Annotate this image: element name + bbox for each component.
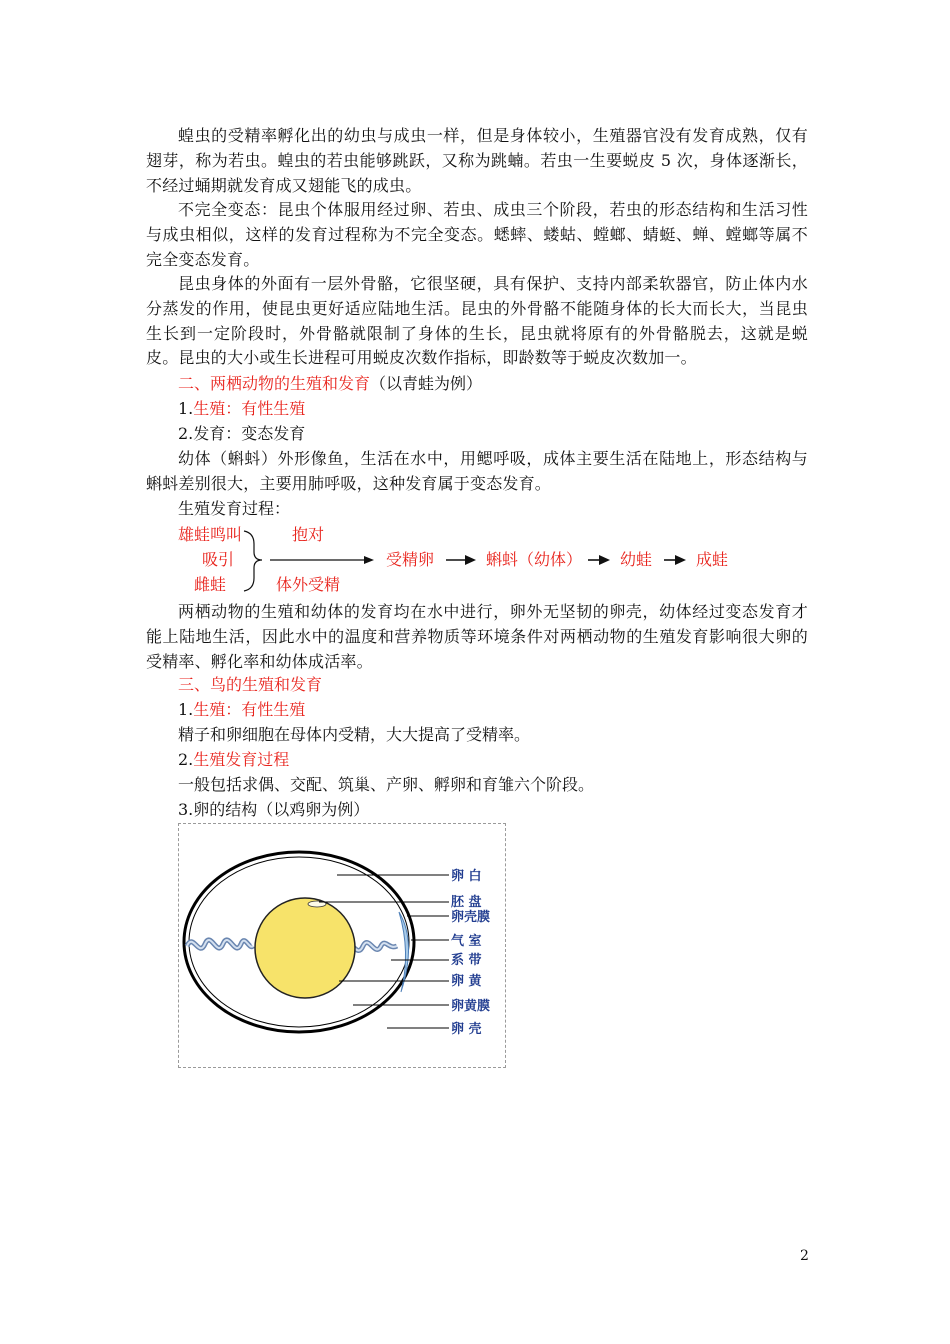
flow-froglet: 幼蛙 — [620, 550, 653, 569]
section3-item2-desc: 一般包括求偶、交配、筑巢、产卵、孵卵和育雏六个阶段。 — [178, 775, 595, 794]
egg-label: 胚 盘 — [451, 895, 482, 910]
section3-item1 — [178, 698, 305, 722]
paragraph-incomplete-metamorphosis: 不完全变态：昆虫个体服用经过卵、若虫、成虫三个阶段，若虫的形态结构和生活习性与成虫相似，这样的发育过程称为不完全变态。蟋蟀、蝼蛄、螳螂、蜻蜓、蝉、螳螂等属不完全变态发育。 — [146, 200, 808, 269]
arrow-head — [675, 555, 686, 565]
flow-fertilized-egg: 受精卵 — [386, 550, 435, 569]
egg-structure-figure — [178, 823, 506, 1068]
item-text: 生殖发育过程 — [193, 750, 290, 769]
egg-label: 卵黄膜 — [451, 999, 491, 1014]
main-arrow-head — [364, 556, 374, 564]
flow-female-frog: 雌蛙 — [194, 575, 227, 594]
paragraph-nymph: 蝗虫的受精率孵化出的幼虫与成虫一样，但是身体较小，生殖器官没有发育成熟，仅有翅芽，称为若虫。蝗虫的若虫能够跳跃，又称为跳蝻。若虫一生要蜕皮 5 次，身体逐渐长，不经过蛹期就发育成又翅能飞的成虫。 — [146, 126, 808, 195]
flow-external-fertilization: 体外受精 — [276, 575, 341, 594]
paragraph-tadpole: 幼体（蝌蚪）外形像鱼，生活在水中，用鳃呼吸，成体主要生活在陆地上，形态结构与蝌蚪差别很大，主要用肺呼吸，这种发育属于变态发育。 — [146, 449, 808, 493]
egg-label: 卵 黄 — [451, 974, 482, 989]
flow-attract: 吸引 — [202, 550, 235, 569]
flow-adult-frog: 成蛙 — [696, 550, 729, 569]
item-number: 2. — [178, 750, 194, 769]
egg-label: 系 带 — [451, 953, 482, 968]
arrow-head — [465, 555, 476, 565]
flow-tadpole: 蝌蚪（幼体） — [486, 550, 583, 569]
page-number: 2 — [800, 1248, 809, 1264]
item-text: 生殖：有性生殖 — [193, 399, 306, 418]
item-number: 1. — [178, 700, 194, 719]
flow-male-frog: 雄蛙鸣叫 — [178, 525, 243, 544]
flow-amplexus: 抱对 — [292, 525, 325, 544]
egg-label: 卵 壳 — [451, 1022, 482, 1037]
paragraph-amphibian-water: 两栖动物的生殖和幼体的发育均在水中进行，卵外无坚韧的卵壳，幼体经过变态发育才能上陆地生活，因此水中的温度和营养物质等环境条件对两栖动物的生殖发育影响很大卵的受精率、孵化率和幼体成活率。 — [146, 602, 808, 671]
arrow-head — [599, 555, 610, 565]
egg-label: 气 室 — [451, 934, 482, 949]
section3-item1-desc: 精子和卵细胞在母体内受精，大大提高了受精率。 — [178, 725, 531, 744]
paragraph-exoskeleton: 昆虫身体的外面有一层外骨骼，它很坚硬，具有保护、支持内部柔软器官，防止体内水分蒸发的作用，使昆虫更好适应陆地生活。昆虫的外骨骼不能随身体的长大而长大，当昆虫生长到一定阶段时，外骨骼就限制了身体的生长，昆虫就将原有的外骨骼脱去，这就是蜕皮。昆虫的大小或生长进程可用蜕皮次数作指标，即龄数等于蜕皮次数加一。 — [146, 274, 808, 368]
yolk — [255, 898, 355, 998]
section3-item3: 3.卵的结构（以鸡卵为例） — [178, 800, 370, 819]
section3-heading: 三、鸟的生殖和发育 — [178, 675, 323, 694]
egg-label: 卵 白 — [451, 869, 482, 884]
flow-arrows — [0, 0, 950, 620]
item-text: 生殖：有性生殖 — [193, 700, 306, 719]
process-label: 生殖发育过程： — [178, 499, 291, 518]
item-number: 1. — [178, 399, 194, 418]
brace — [244, 531, 262, 591]
section2-heading-note: （以青蛙为例） — [370, 374, 483, 393]
egg-diagram — [179, 824, 505, 1067]
section2-item2: 2.发育：变态发育 — [178, 424, 306, 443]
egg-labels — [451, 868, 490, 1037]
section2-heading-red: 二、两栖动物的生殖和发育 — [178, 374, 371, 393]
section3-item2 — [178, 748, 289, 772]
egg-label: 卵壳膜 — [451, 910, 491, 925]
